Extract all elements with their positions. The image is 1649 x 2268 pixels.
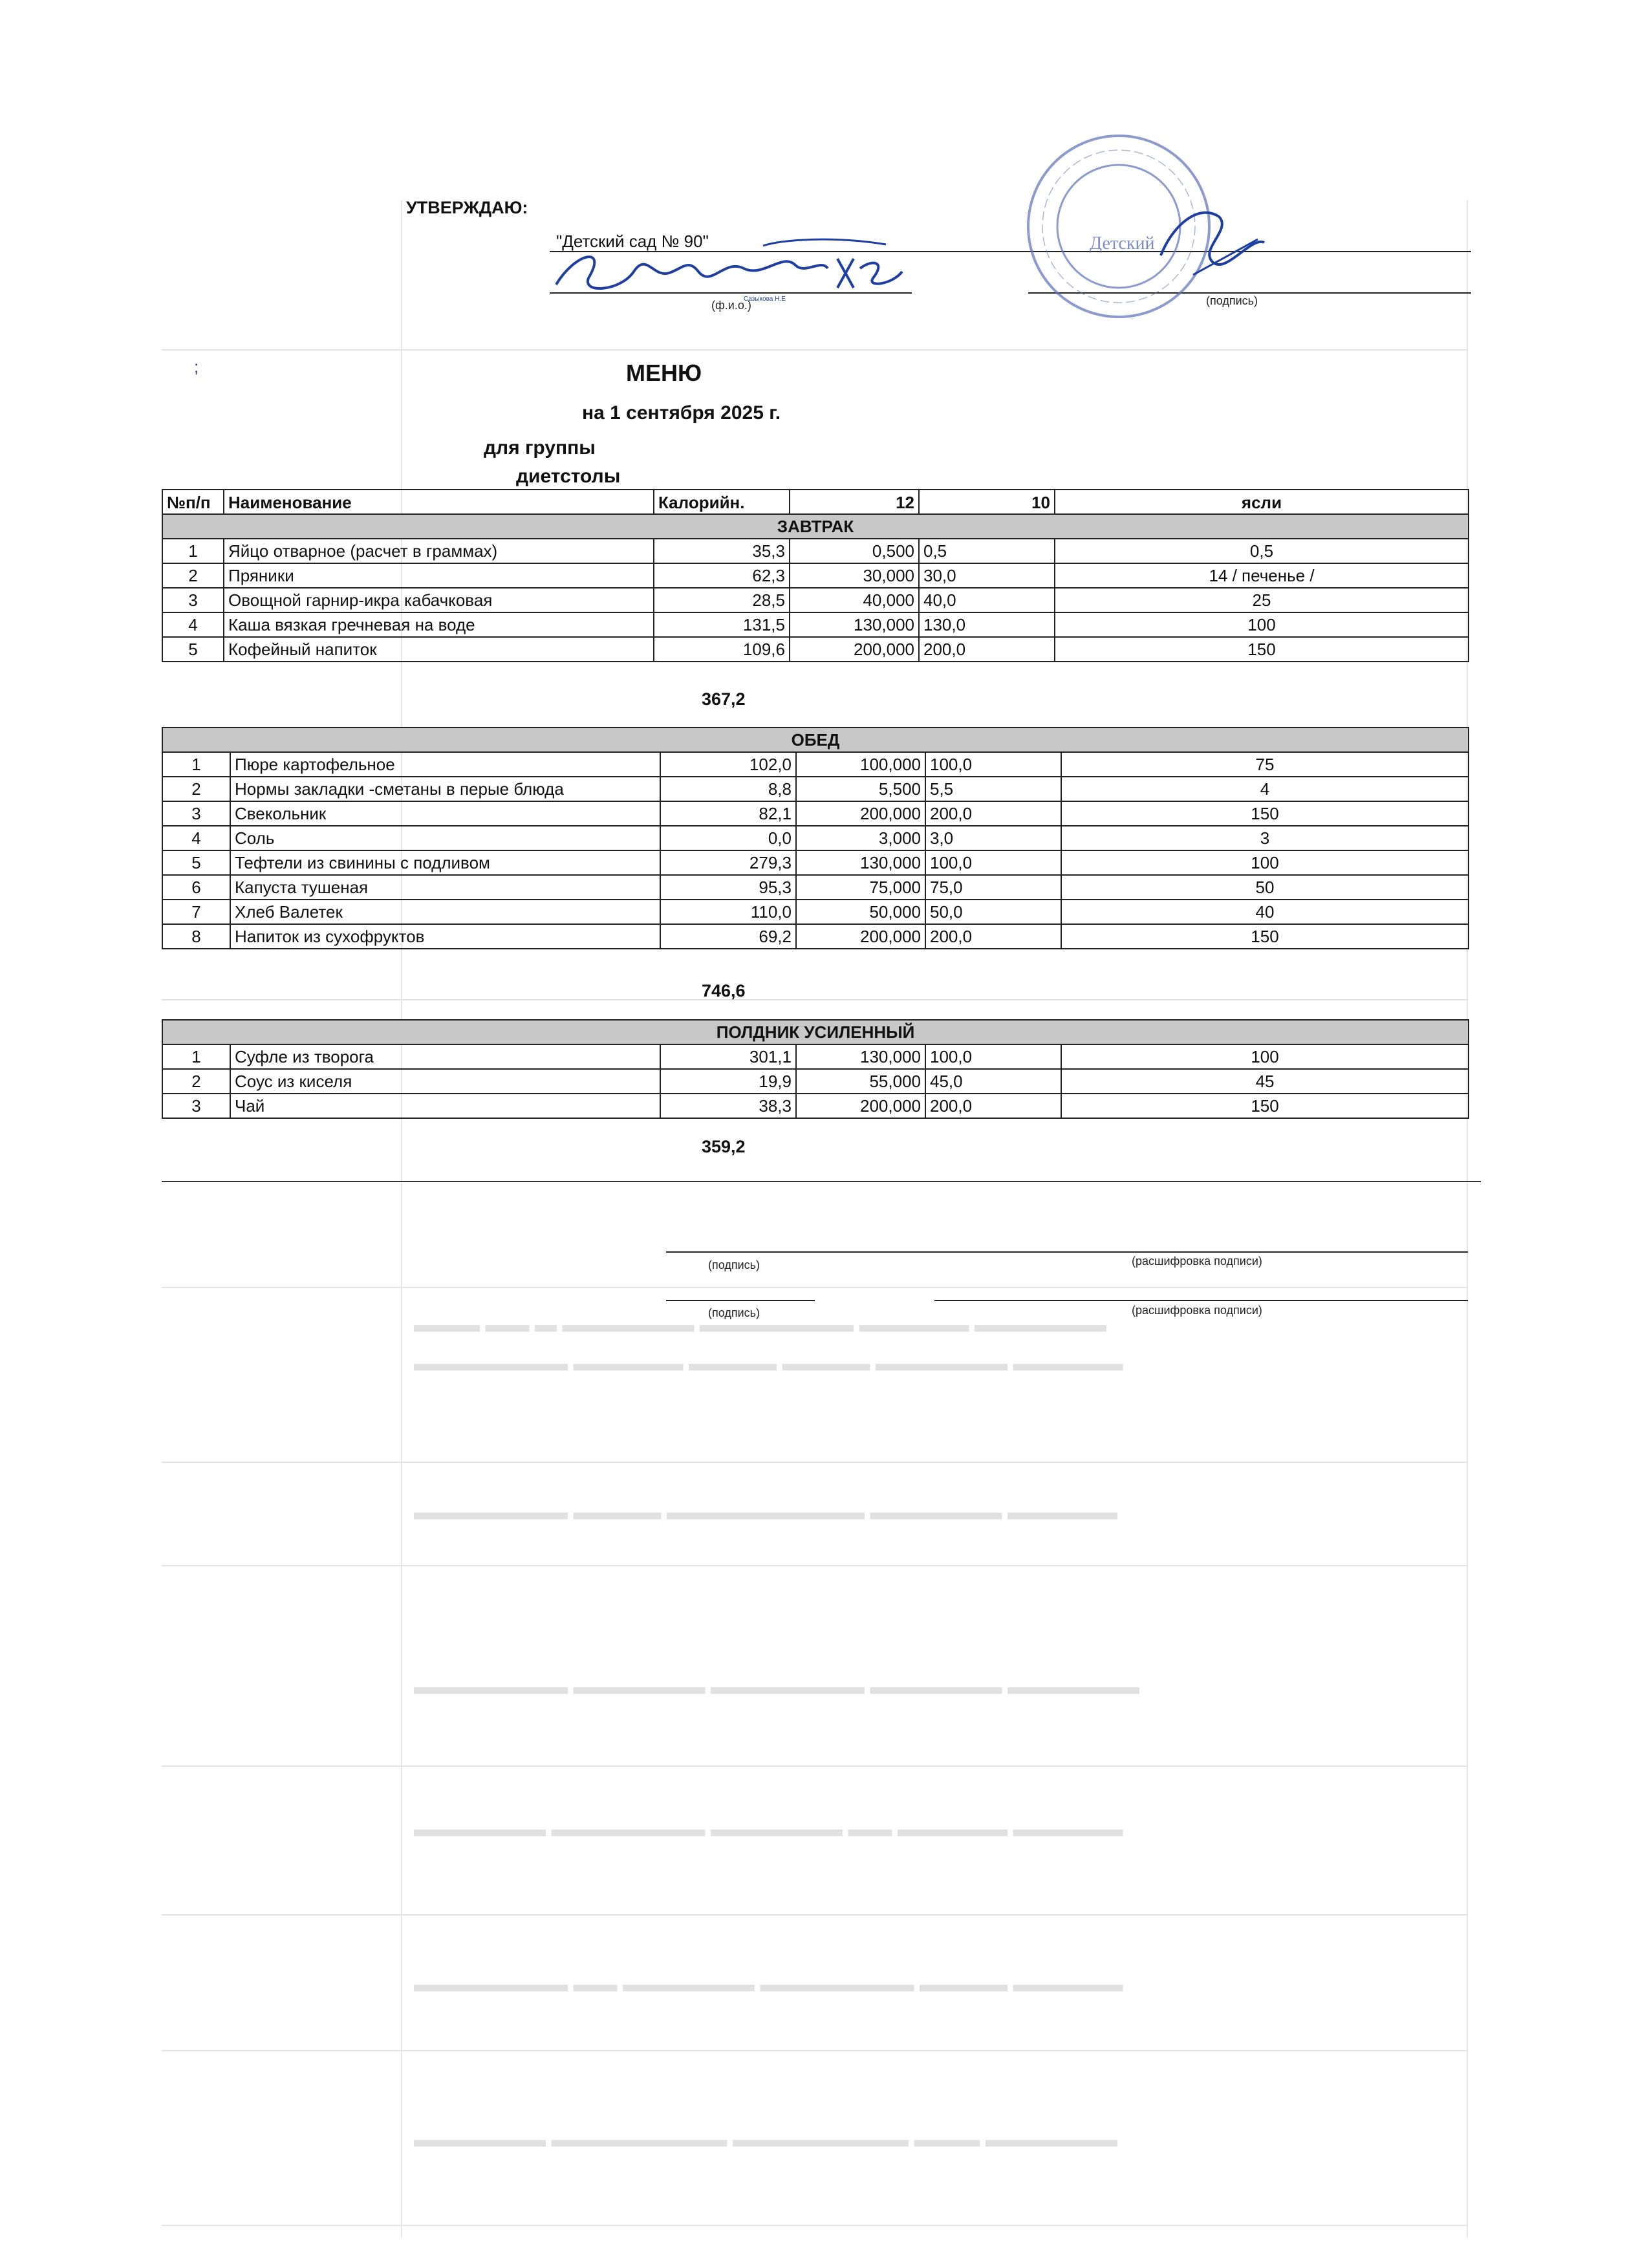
dish-nursery: 50 [1061, 875, 1469, 900]
dish-kcal: 131,5 [654, 612, 790, 637]
row-num: 2 [162, 1069, 230, 1094]
row-num: 4 [162, 826, 230, 850]
dish-weight-10: 30,0 [919, 563, 1055, 588]
dish-kcal: 279,3 [660, 850, 796, 875]
header-num: №п/п [162, 490, 224, 514]
row-num: 8 [162, 924, 230, 949]
row-num: 5 [162, 850, 230, 875]
dish-weight-12: 200,000 [796, 801, 925, 826]
dish-weight-12: 100,000 [796, 752, 925, 777]
dish-weight-10: 75,0 [925, 875, 1061, 900]
dish-weight-10: 3,0 [925, 826, 1061, 850]
table-row [162, 637, 1469, 662]
dish-kcal: 69,2 [660, 924, 796, 949]
dish-kcal: 0,0 [660, 826, 796, 850]
dish-weight-10: 200,0 [925, 801, 1061, 826]
section-heading [162, 1020, 1469, 1044]
header-col10: 10 [919, 490, 1055, 514]
section-title: ЗАВТРАК [162, 514, 1469, 539]
table-header-row [162, 490, 1469, 514]
dish-kcal: 110,0 [660, 900, 796, 924]
dish-weight-12: 40,000 [790, 588, 919, 612]
dish-name: Соус из киселя [230, 1069, 660, 1094]
dish-nursery: 40 [1061, 900, 1469, 924]
dish-weight-10: 200,0 [919, 637, 1055, 662]
dish-name: Пряники [224, 563, 654, 588]
dish-nursery: 14 / печенье / [1055, 563, 1469, 588]
table-row [162, 1094, 1469, 1118]
row-num: 3 [162, 801, 230, 826]
table-row [162, 826, 1469, 850]
table-row [162, 539, 1469, 563]
dish-nursery: 100 [1061, 850, 1469, 875]
approve-label: УТВЕРЖДАЮ: [406, 198, 528, 217]
dish-nursery: 45 [1061, 1069, 1469, 1094]
dish-weight-12: 50,000 [796, 900, 925, 924]
stamp-center-text: Детский [1090, 233, 1155, 254]
footer-decode-line-2 [934, 1300, 1468, 1301]
dish-name: Овощной гарнир-икра кабачковая [224, 588, 654, 612]
table-row [162, 777, 1469, 801]
dish-nursery: 25 [1055, 588, 1469, 612]
row-num: 3 [162, 1094, 230, 1118]
dish-nursery: 0,5 [1055, 539, 1469, 563]
group-name: диетстолы [516, 466, 621, 487]
snack-table [162, 1019, 1469, 1119]
row-num: 1 [162, 539, 224, 563]
dish-weight-10: 5,5 [925, 777, 1061, 801]
table-row [162, 588, 1469, 612]
row-num: 7 [162, 900, 230, 924]
dish-kcal: 62,3 [654, 563, 790, 588]
dish-weight-10: 100,0 [925, 850, 1061, 875]
row-num: 3 [162, 588, 224, 612]
dish-kcal: 102,0 [660, 752, 796, 777]
fio-line [550, 292, 912, 294]
dish-kcal: 95,3 [660, 875, 796, 900]
lunch-table [162, 727, 1469, 949]
row-num: 5 [162, 637, 224, 662]
row-num: 1 [162, 752, 230, 777]
dish-nursery: 150 [1061, 924, 1469, 949]
dish-weight-12: 0,500 [790, 539, 919, 563]
dish-weight-12: 200,000 [796, 1094, 925, 1118]
section-heading [162, 514, 1469, 539]
dish-name: Напиток из сухофруктов [230, 924, 660, 949]
footer-sign-line-1 [666, 1251, 1468, 1253]
dish-kcal: 82,1 [660, 801, 796, 826]
header-col12: 12 [790, 490, 919, 514]
dish-name: Каша вязкая гречневая на воде [224, 612, 654, 637]
table-row [162, 900, 1469, 924]
breakfast-total: 367,2 [702, 689, 746, 709]
dish-weight-10: 0,5 [919, 539, 1055, 563]
table-row [162, 752, 1469, 777]
table-row [162, 612, 1469, 637]
section-title: ПОЛДНИК УСИЛЕННЫЙ [162, 1020, 1469, 1044]
menu-title: МЕНЮ [626, 360, 702, 386]
dish-weight-10: 40,0 [919, 588, 1055, 612]
section-heading [162, 728, 1469, 752]
dish-name: Пюре картофельное [230, 752, 660, 777]
dish-name: Хлеб Валетек [230, 900, 660, 924]
margin-mark: ; [194, 357, 199, 376]
dish-weight-10: 200,0 [925, 924, 1061, 949]
row-num: 2 [162, 563, 224, 588]
header-name: Наименование [224, 490, 654, 514]
dish-name: Чай [230, 1094, 660, 1118]
dish-kcal: 8,8 [660, 777, 796, 801]
organization-name: "Детский сад № 90" [556, 232, 709, 251]
dish-nursery: 75 [1061, 752, 1469, 777]
dish-weight-10: 200,0 [925, 1094, 1061, 1118]
dish-kcal: 301,1 [660, 1044, 796, 1069]
dish-name: Тефтели из свинины с подливом [230, 850, 660, 875]
menu-date: на 1 сентября 2025 г. [582, 402, 781, 424]
dish-weight-12: 30,000 [790, 563, 919, 588]
table-row [162, 875, 1469, 900]
dish-name: Нормы закладки -сметаны в перые блюда [230, 777, 660, 801]
header-kcal: Калорийн. [654, 490, 790, 514]
footer-sign-line-2 [666, 1300, 815, 1301]
dish-nursery: 150 [1055, 637, 1469, 662]
row-num: 1 [162, 1044, 230, 1069]
official-stamp [1006, 126, 1303, 340]
dish-weight-10: 130,0 [919, 612, 1055, 637]
dish-kcal: 28,5 [654, 588, 790, 612]
dish-kcal: 19,9 [660, 1069, 796, 1094]
dish-weight-12: 200,000 [790, 637, 919, 662]
dish-name: Соль [230, 826, 660, 850]
dish-name: Свекольник [230, 801, 660, 826]
dish-name: Яйцо отварное (расчет в граммах) [224, 539, 654, 563]
dish-nursery: 4 [1061, 777, 1469, 801]
row-num: 6 [162, 875, 230, 900]
table-row [162, 563, 1469, 588]
dish-kcal: 35,3 [654, 539, 790, 563]
dish-nursery: 3 [1061, 826, 1469, 850]
table-row [162, 924, 1469, 949]
dish-kcal: 38,3 [660, 1094, 796, 1118]
dish-weight-10: 45,0 [925, 1069, 1061, 1094]
dish-weight-12: 130,000 [796, 1044, 925, 1069]
header-nursery: ясли [1055, 490, 1469, 514]
footer-sign-caption-1: (подпись) [708, 1258, 760, 1271]
dish-weight-12: 5,500 [796, 777, 925, 801]
footer-decode-caption-2: (расшифровка подписи) [1132, 1304, 1262, 1317]
dish-nursery: 150 [1061, 1094, 1469, 1118]
dish-weight-10: 100,0 [925, 1044, 1061, 1069]
section-divider [162, 1181, 1481, 1182]
dish-kcal: 109,6 [654, 637, 790, 662]
dish-nursery: 100 [1061, 1044, 1469, 1069]
table-row [162, 801, 1469, 826]
dish-weight-12: 55,000 [796, 1069, 925, 1094]
lunch-total: 746,6 [702, 981, 746, 1000]
dish-nursery: 100 [1055, 612, 1469, 637]
breakfast-table [162, 489, 1469, 662]
dish-name: Капуста тушеная [230, 875, 660, 900]
dish-name: Кофейный напиток [224, 637, 654, 662]
section-title: ОБЕД [162, 728, 1469, 752]
dish-weight-12: 75,000 [796, 875, 925, 900]
table-row [162, 1069, 1469, 1094]
dish-name: Суфле из творога [230, 1044, 660, 1069]
footer-decode-caption-1: (расшифровка подписи) [1132, 1255, 1262, 1268]
snack-total: 359,2 [702, 1137, 746, 1156]
signature-handwriting: Сазыкова Н.Е [744, 296, 786, 303]
dish-weight-10: 50,0 [925, 900, 1061, 924]
table-row [162, 850, 1469, 875]
group-label: для группы [484, 437, 596, 459]
footer-sign-caption-2: (подпись) [708, 1306, 760, 1319]
dish-weight-12: 3,000 [796, 826, 925, 850]
row-num: 2 [162, 777, 230, 801]
dish-weight-10: 100,0 [925, 752, 1061, 777]
signature-caption: (подпись) [1206, 294, 1258, 307]
dish-weight-12: 130,000 [790, 612, 919, 637]
dish-weight-12: 130,000 [796, 850, 925, 875]
dish-nursery: 150 [1061, 801, 1469, 826]
table-row [162, 1044, 1469, 1069]
fio-caption: (ф.и.о.) [711, 299, 751, 312]
dish-weight-12: 200,000 [796, 924, 925, 949]
row-num: 4 [162, 612, 224, 637]
